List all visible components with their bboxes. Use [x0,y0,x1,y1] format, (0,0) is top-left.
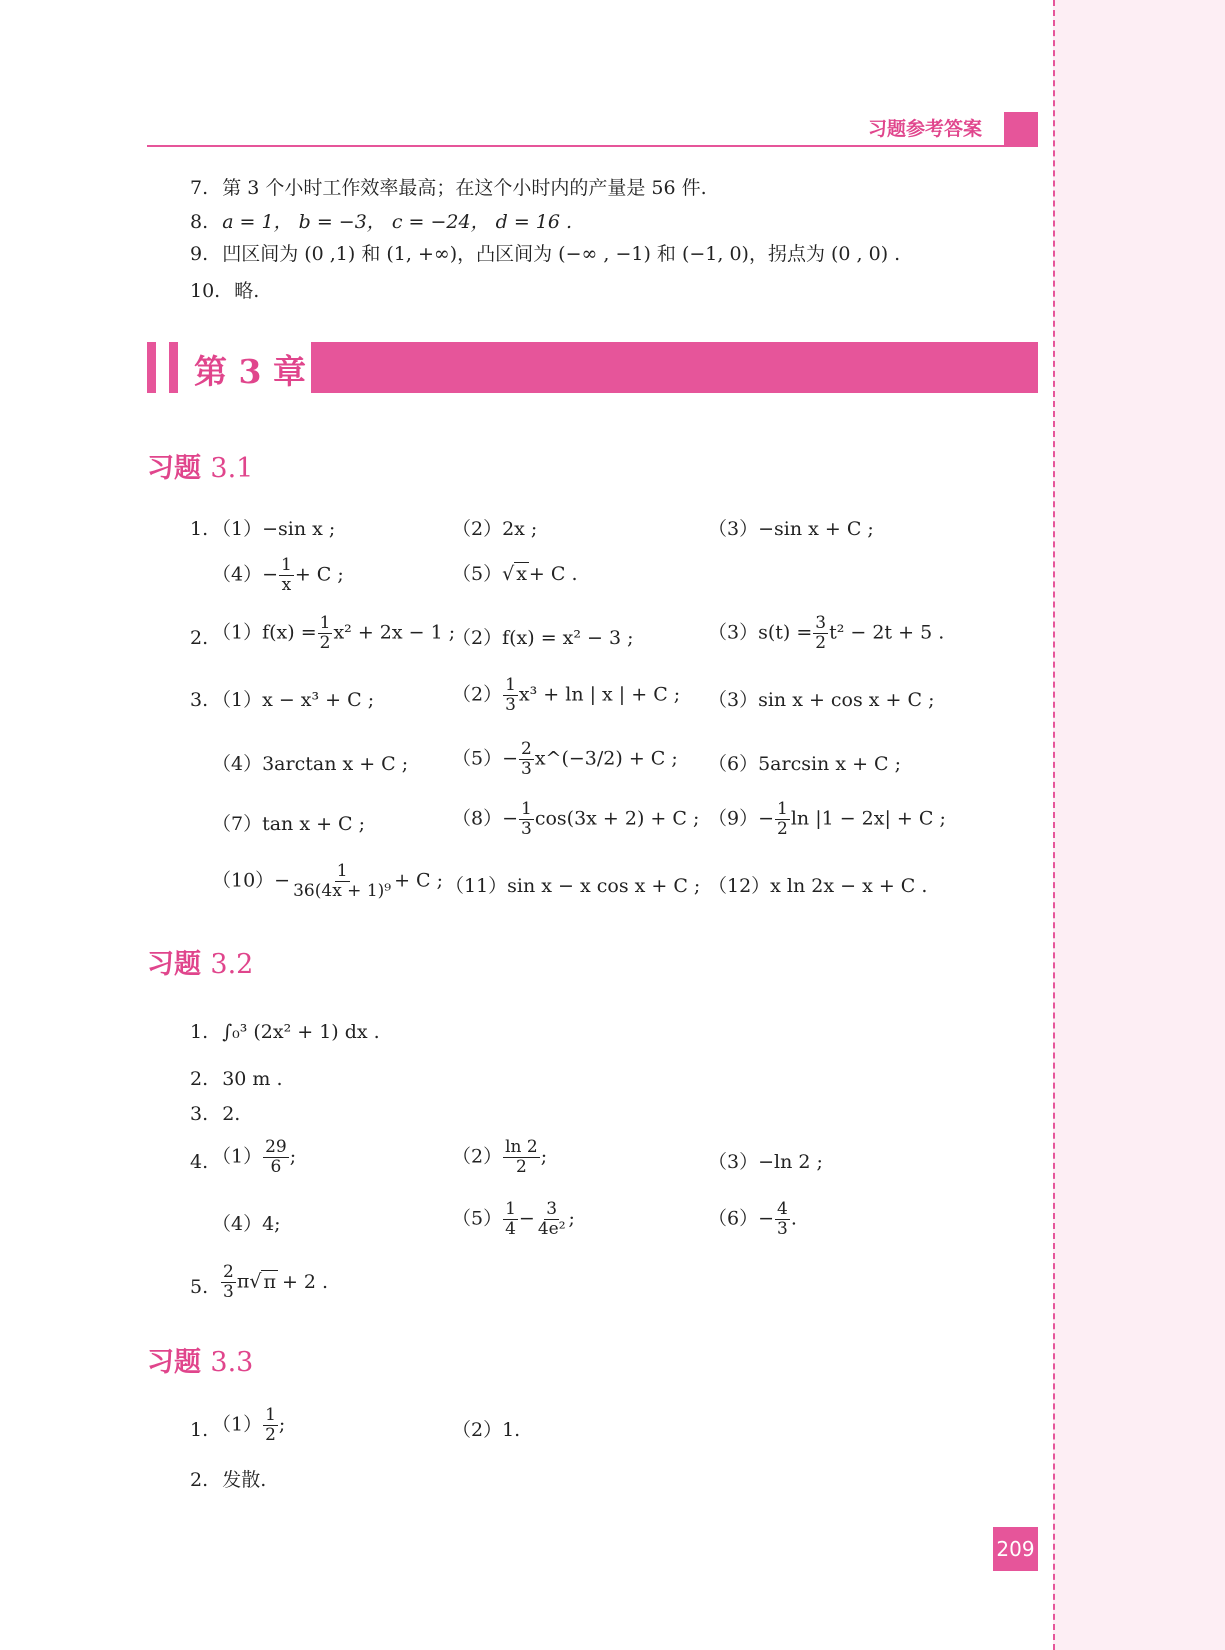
answer-item: $\frac{2}{3}$ π√ π + 2 . [223,1262,329,1302]
running-header: 习题参考答案 [868,118,983,140]
fraction [519,740,534,779]
answer-prefix: （10）− [212,869,291,892]
operator: − [518,1207,535,1230]
q31-3-row1 [190,676,970,726]
section-heading-3-1 [147,446,253,485]
chapter-bar-right [169,342,178,393]
answer-suffix: + C ; [394,869,444,892]
answer-8 [190,210,572,234]
section-number: 3.2 [210,949,254,980]
numerator: 3 [815,613,827,633]
answer-text: 30 m . [222,1068,283,1090]
q33-1 [190,1406,970,1456]
chapter-bar-left [147,342,156,393]
fraction [279,556,294,595]
question-number: 2. [190,627,209,649]
q32-5 [190,1263,970,1313]
q31-3-row3 [190,800,970,850]
denominator: 3 [521,759,532,779]
fraction [263,1406,278,1445]
fraction [503,1138,540,1177]
answer-prefix: （2） [452,683,503,706]
answer-item [452,1138,547,1177]
denominator: x [281,575,292,595]
answer-item [212,862,443,901]
question-number: 4. [190,1151,209,1173]
answer-item [452,740,678,779]
fraction [536,1200,568,1239]
numerator: 3 [546,1199,558,1219]
answer-item [708,614,944,653]
denominator: 6 [270,1157,282,1177]
numerator: 1 [777,799,788,819]
question-number: 5. [190,1276,209,1298]
answer-item [708,1200,797,1239]
answer-item: （7）tan x + C ; [212,813,366,835]
numerator: 1 [265,1405,276,1425]
answer-item: （2）f(x) = x² − 3 ; [452,627,634,649]
answer-item: （6）5arcsin x + C ; [708,753,902,775]
answer-suffix: + C . [528,563,578,585]
answer-item: （4）3arctan x + C ; [212,753,409,775]
answer-prefix: （5） [452,563,503,585]
section-label: 习题 [147,1347,201,1378]
fraction [503,1200,518,1239]
q32-4-row1 [190,1138,970,1188]
fraction [221,1263,236,1302]
answer-text: ∫₀³ (2x² + 1) dx . [222,1021,380,1043]
answer-prefix: （4）− [212,563,279,586]
fraction [775,1200,790,1239]
numerator: 1 [505,1199,516,1219]
q31-3-row2 [190,740,970,790]
answer-item [212,614,455,653]
answer-prefix: （5）− [452,747,519,770]
q31-1-row2 [190,552,970,602]
answer-suffix: x³ + ln | x | + C ; [518,683,681,706]
numerator: 2 [223,1262,234,1282]
denominator: 3 [505,695,516,715]
question-number: 1. [190,1021,209,1043]
denominator: 3 [777,1219,788,1239]
denominator: 2 [815,633,827,653]
answer-item [212,1406,285,1445]
answer-suffix: ; [540,1145,548,1168]
numerator: 4 [777,1199,788,1219]
margin-band [1053,0,1225,1650]
numerator: 1 [319,613,331,633]
denominator: 2 [515,1157,527,1177]
answer-prefix: （1）f(x) = [212,621,317,644]
answer-prefix: （1） [212,1145,263,1168]
answer-item: （12）x ln 2x − x + C . [708,875,928,897]
answer-prefix: （9）− [708,807,775,830]
section-number: 3.1 [210,453,254,484]
answer-suffix: ; [289,1145,297,1168]
answer-item [452,1200,575,1239]
fraction [519,800,534,839]
answer-text: a = 1， b = −3， c = −24， d = 16 . [222,211,573,233]
numerator: 2 [521,739,532,759]
numerator: ln 2 [505,1137,538,1157]
answer-suffix: x^(−3/2) + C ; [534,747,678,770]
answer-suffix: + C ; [294,563,344,586]
q32-4-row2 [190,1200,970,1250]
answer-prefix: （1） [212,1413,263,1436]
answer-number: 9. [190,243,209,265]
denominator: 3 [223,1282,234,1302]
question-number: 1. [190,518,209,540]
page-number: 209 [993,1527,1038,1571]
answer-item: （2）2x ; [452,518,538,540]
denominator: 2 [319,633,331,653]
answer-number: 10. [190,280,221,302]
answer-prefix: （3）s(t) = [708,621,813,644]
numerator: 1 [336,861,348,881]
numerator: 1 [281,555,292,575]
answer-number: 7. [190,177,209,199]
answer-text: 2. [222,1103,241,1125]
answer-item: （1）−sin x ; [212,518,336,540]
radicand: π [263,1270,276,1293]
q32-2 [190,1067,283,1091]
section-heading-3-3 [147,1340,253,1379]
header-rule [147,145,1038,147]
answer-item: （11）sin x − x cos x + C ; [445,875,701,897]
fraction [291,862,393,901]
answer-prefix: （6）− [708,1207,775,1230]
q32-3 [190,1102,240,1126]
answer-item: （3）−sin x + C ; [708,518,874,540]
answer-item: （4）4; [212,1213,281,1235]
question-number: 2. [190,1469,209,1491]
q33-2 [190,1468,266,1492]
section-heading-3-2 [147,942,253,981]
answer-item: （5）√ x + C . [452,563,578,585]
answer-10 [190,279,259,303]
section-label: 习题 [147,453,201,484]
header-marker [1004,112,1038,146]
q31-2-row [190,614,970,664]
answer-prefix: （8）− [452,807,519,830]
answer-prefix: （2） [452,1145,503,1168]
answer-suffix: ln |1 − 2x| + C ; [790,807,946,830]
answer-text: 发散. [222,1469,267,1491]
numerator: 1 [521,799,532,819]
answer-prefix: （5） [452,1207,503,1230]
margin-dashed-line [1053,0,1055,1650]
answer-item: （2）1. [452,1419,521,1441]
chapter-band [311,342,1038,393]
denominator: 3 [521,819,532,839]
fraction [813,614,828,653]
section-number: 3.3 [210,1347,254,1378]
numerator: 1 [505,675,516,695]
denominator: 2 [265,1425,276,1445]
radicand: x [516,563,527,585]
answer-suffix: + 2 . [281,1270,329,1293]
denominator: 36(4x + 1)⁹ [293,881,392,901]
answer-item [452,800,699,839]
fraction [503,676,518,715]
answer-suffix: t² − 2t + 5 . [829,621,945,644]
q31-3-row4 [190,862,970,912]
answer-item: （1）x − x³ + C ; [212,689,375,711]
answer-item [708,800,946,839]
answer-text: 略. [234,280,260,302]
answer-item [212,1138,296,1177]
answer-item [212,556,344,595]
numerator: 29 [265,1137,287,1157]
denominator: 2 [777,819,788,839]
q32-1 [190,1020,380,1044]
fraction [775,800,790,839]
denominator: 4 [505,1219,516,1239]
denominator: 4e² [537,1219,566,1239]
fraction [318,614,333,653]
answer-suffix: ; [568,1207,575,1230]
question-number: 1. [190,1419,209,1441]
answer-item [452,676,680,715]
question-number: 2. [190,1068,209,1090]
question-number: 3. [190,1103,209,1125]
answer-text: 第 3 个小时工作效率最高；在这个小时内的产量是 56 件. [222,177,707,199]
answer-suffix: ; [278,1413,286,1436]
pi-symbol: π [236,1270,250,1293]
section-label: 习题 [147,949,201,980]
answer-number: 8. [190,211,209,233]
answer-7 [190,176,707,200]
answer-suffix: cos(3x + 2) + C ; [534,807,700,830]
answer-item: （3）sin x + cos x + C ; [708,689,935,711]
answer-text: 凹区间为 (0 ,1) 和 (1, +∞)，凸区间为 (−∞ , −1) 和 (−1, 0)，拐点为 (0 , 0) . [222,243,901,265]
question-number: 3. [190,689,209,711]
answer-9 [190,242,900,266]
answer-suffix: x² + 2x − 1 ; [333,621,456,644]
answer-item: （3）−ln 2 ; [708,1151,823,1173]
chapter-title: 第 3 章 [194,352,306,391]
q31-1-row1 [190,517,970,547]
answer-suffix: . [790,1207,797,1230]
fraction [263,1138,289,1177]
